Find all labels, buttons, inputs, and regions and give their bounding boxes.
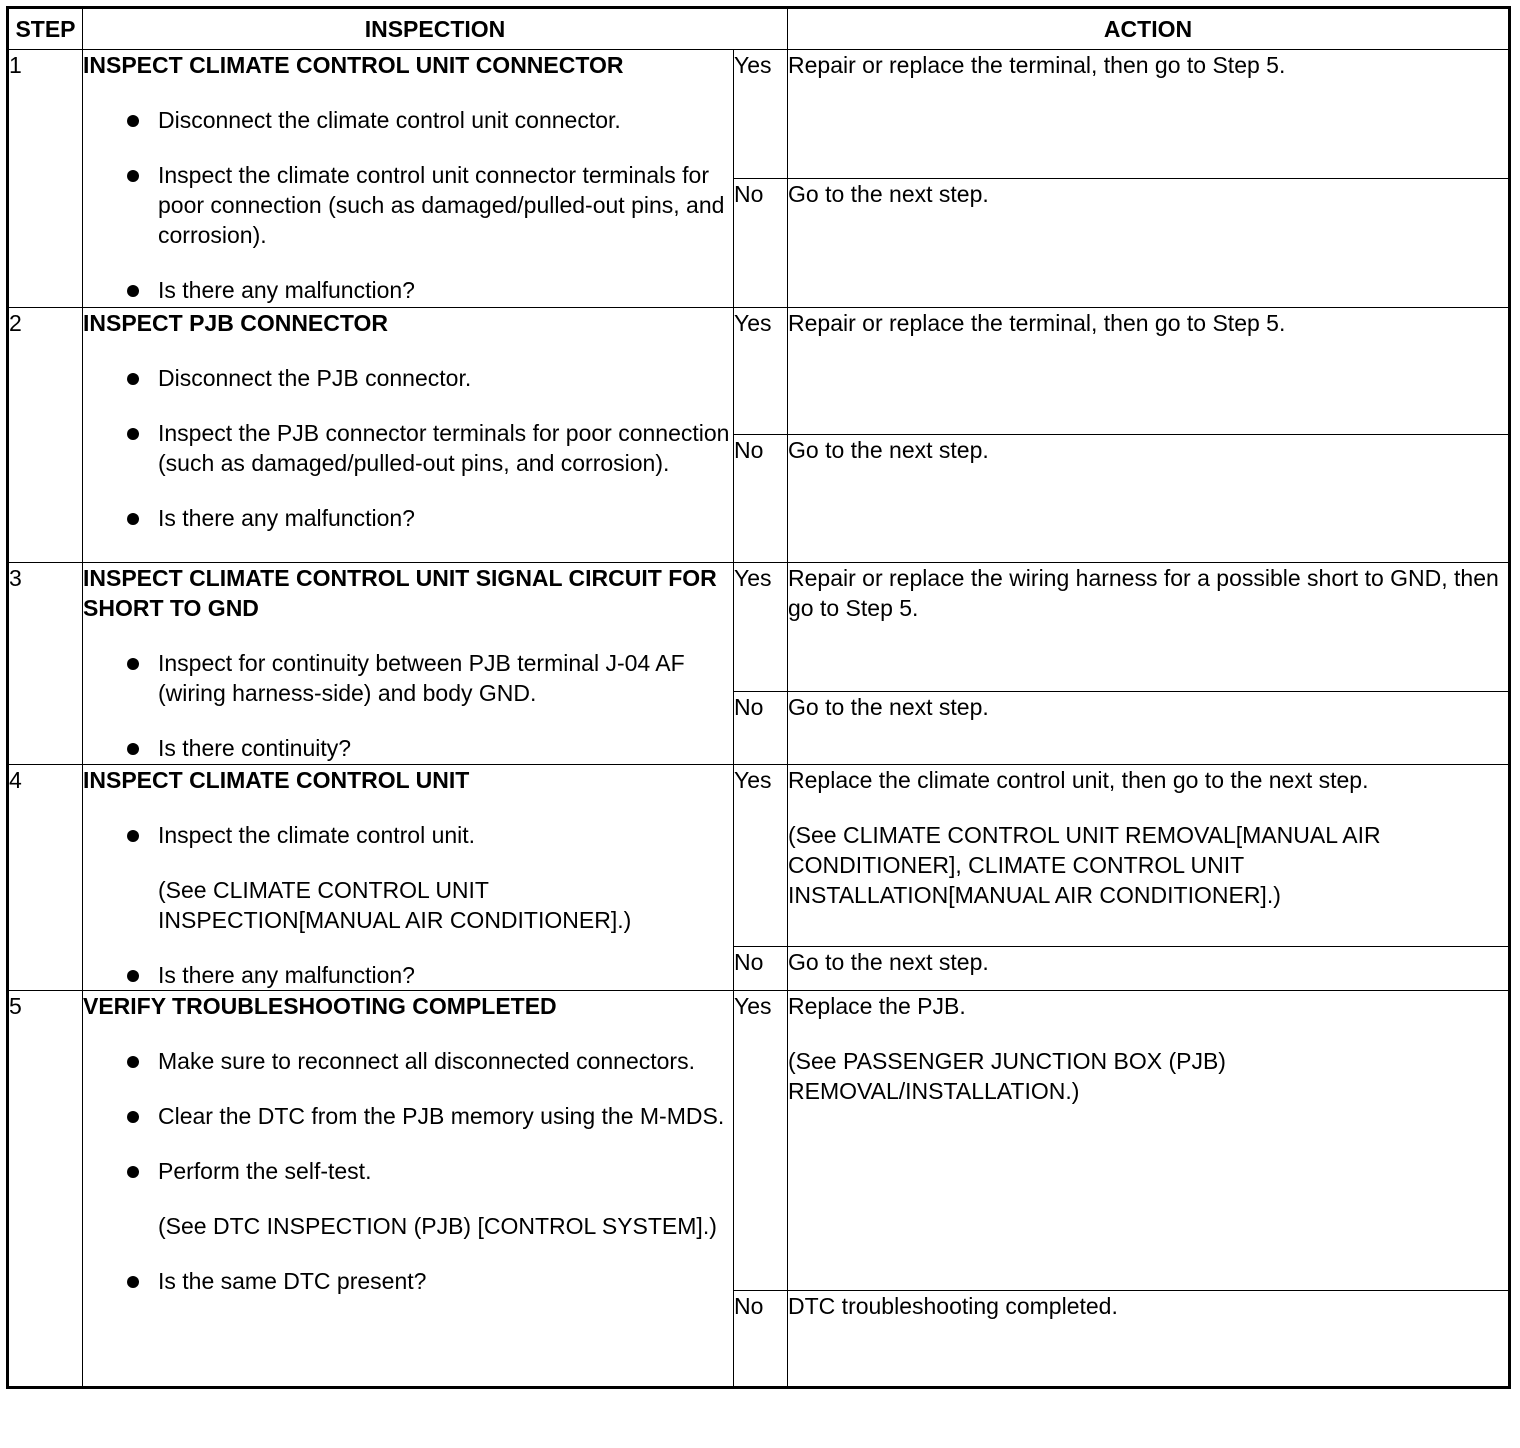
inspection-bullet: Inspect the PJB connector terminals for poor connection (such as damaged/pulled-out pins, and corrosion). xyxy=(83,418,733,478)
inspection-bullet: Is there any malfunction? xyxy=(83,275,733,305)
no-action xyxy=(788,435,1510,563)
inspection-cell xyxy=(83,991,734,1388)
inspection-cell xyxy=(83,50,734,308)
inspection-cell xyxy=(83,765,734,991)
inspection-cell xyxy=(83,563,734,765)
inspection-bullet: Clear the DTC from the PJB memory using the M-MDS. xyxy=(83,1101,733,1131)
inspection-column-header: INSPECTION xyxy=(83,8,788,50)
header-row xyxy=(8,8,1510,50)
step-number: 2 xyxy=(8,308,83,563)
action-column-header: ACTION xyxy=(788,8,1510,50)
inspection-bullet: Disconnect the climate control unit connector. xyxy=(83,105,733,135)
step-number: 1 xyxy=(8,50,83,308)
inspection-cell xyxy=(83,308,734,563)
no-action xyxy=(788,692,1510,765)
yes-action xyxy=(788,991,1510,1291)
inspection-title: VERIFY TROUBLESHOOTING COMPLETED xyxy=(83,993,557,1019)
yes-action-text: Repair or replace the terminal, then go to Step 5. xyxy=(788,52,1286,78)
yes-label: Yes xyxy=(734,991,788,1291)
yes-action-text: Replace the climate control unit, then go to the next step. xyxy=(788,767,1369,793)
yes-label: Yes xyxy=(734,50,788,179)
step-number: 5 xyxy=(8,991,83,1388)
no-action xyxy=(788,1291,1510,1388)
step-number: 4 xyxy=(8,765,83,991)
yes-action xyxy=(788,563,1510,692)
yes-action-reference-note: (See CLIMATE CONTROL UNIT REMOVAL[MANUAL AIR CONDITIONER], CLIMATE CONTROL UNIT INSTALLATION[MANUAL AIR CONDITIONER].) xyxy=(788,822,1381,908)
yes-label: Yes xyxy=(734,765,788,947)
no-action-text: Go to the next step. xyxy=(788,181,989,207)
yes-action xyxy=(788,765,1510,947)
yes-action xyxy=(788,308,1510,435)
no-label: No xyxy=(734,692,788,765)
yes-label: Yes xyxy=(734,308,788,435)
inspection-bullet: Inspect the climate control unit. xyxy=(83,820,733,850)
inspection-bullet: Is there continuity? xyxy=(83,733,733,763)
step-row xyxy=(8,308,1510,435)
troubleshooting-table xyxy=(6,6,1511,1389)
inspection-title: INSPECT PJB CONNECTOR xyxy=(83,310,389,336)
no-label: No xyxy=(734,179,788,308)
no-label: No xyxy=(734,1291,788,1388)
inspection-bullet: Inspect the climate control unit connector terminals for poor connection (such as damaged/pulled-out pins, and corrosion). xyxy=(83,160,733,250)
yes-action-reference-note: (See PASSENGER JUNCTION BOX (PJB) REMOVAL/INSTALLATION.) xyxy=(788,1048,1226,1104)
no-action-text: Go to the next step. xyxy=(788,437,989,463)
step-number: 3 xyxy=(8,563,83,765)
step-column-header: STEP xyxy=(8,8,83,50)
no-action-text: DTC troubleshooting completed. xyxy=(788,1293,1118,1319)
troubleshooting-document xyxy=(6,6,1511,1389)
step-row xyxy=(8,991,1510,1291)
inspection-bullet: Perform the self-test. xyxy=(83,1156,733,1186)
step-row xyxy=(8,50,1510,179)
no-action xyxy=(788,179,1510,308)
inspection-title: INSPECT CLIMATE CONTROL UNIT SIGNAL CIRCUIT FOR SHORT TO GND xyxy=(83,565,717,621)
step-row xyxy=(8,765,1510,947)
no-action-text: Go to the next step. xyxy=(788,694,989,720)
inspection-reference-note: (See CLIMATE CONTROL UNIT INSPECTION[MANUAL AIR CONDITIONER].) xyxy=(158,877,632,933)
no-action xyxy=(788,947,1510,991)
yes-action-text: Repair or replace the wiring harness for a possible short to GND, then go to Step 5. xyxy=(788,565,1499,621)
yes-action-text: Repair or replace the terminal, then go to Step 5. xyxy=(788,310,1286,336)
no-label: No xyxy=(734,435,788,563)
step-row xyxy=(8,563,1510,692)
inspection-bullet: Is there any malfunction? xyxy=(83,960,733,990)
inspection-reference-note: (See DTC INSPECTION (PJB) [CONTROL SYSTEM].) xyxy=(158,1213,717,1239)
no-action-text: Go to the next step. xyxy=(788,949,989,975)
inspection-bullet: Is there any malfunction? xyxy=(83,503,733,533)
yes-label: Yes xyxy=(734,563,788,692)
yes-action xyxy=(788,50,1510,179)
inspection-bullet: Disconnect the PJB connector. xyxy=(83,363,733,393)
no-label: No xyxy=(734,947,788,991)
inspection-bullet: Make sure to reconnect all disconnected connectors. xyxy=(83,1046,733,1076)
yes-action-text: Replace the PJB. xyxy=(788,993,966,1019)
inspection-title: INSPECT CLIMATE CONTROL UNIT CONNECTOR xyxy=(83,52,624,78)
inspection-title: INSPECT CLIMATE CONTROL UNIT xyxy=(83,767,470,793)
inspection-bullet: Is the same DTC present? xyxy=(83,1266,733,1296)
inspection-bullet: Inspect for continuity between PJB terminal J-04 AF (wiring harness-side) and body GND. xyxy=(83,648,733,708)
